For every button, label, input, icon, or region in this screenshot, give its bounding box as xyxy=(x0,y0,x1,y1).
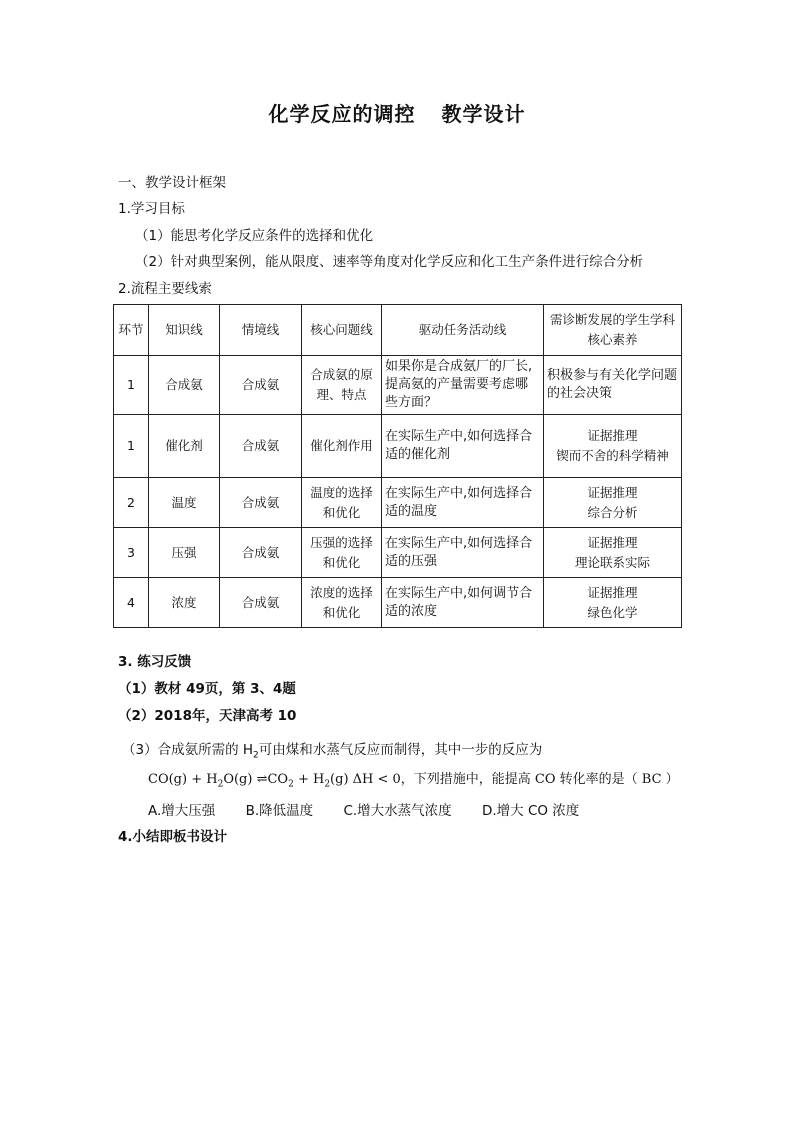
cell-question: 浓度的选择和优化 xyxy=(302,578,382,628)
section-heading-framework: 一、教学设计框架 xyxy=(118,175,226,191)
page-title xyxy=(0,98,794,127)
literacy-line: 理论联系实际 xyxy=(574,554,650,570)
goal-item-2: （2）针对典型案例，能从限度、速率等角度对化学反应和化工生产条件进行综合分析 xyxy=(135,254,644,270)
practice-heading: 3. 练习反馈 xyxy=(118,654,192,670)
cell-task: 在实际生产中,如何调节合适的浓度 xyxy=(382,578,544,628)
cell-knowledge: 压强 xyxy=(149,528,220,578)
answer-choices xyxy=(148,799,605,819)
cell-step: 1 xyxy=(114,356,149,415)
summary-heading: 4.小结即板书设计 xyxy=(118,829,228,845)
cell-literacy xyxy=(544,478,682,528)
table-row xyxy=(114,578,682,628)
item3-text-b: 可由煤和水蒸气反应而制得，其中一步的反应为 xyxy=(258,742,543,758)
reaction-equation xyxy=(148,768,679,790)
cell-task: 在实际生产中,如何选择合适的压强 xyxy=(382,528,544,578)
flow-heading: 2.流程主要线索 xyxy=(118,281,212,297)
formula-sub: 2 xyxy=(324,779,331,790)
table-row xyxy=(114,528,682,578)
table-row xyxy=(114,415,682,478)
cell-literacy xyxy=(544,578,682,628)
header-task: 驱动任务活动线 xyxy=(382,305,544,356)
choice-c: C.增大水蒸气浓度 xyxy=(343,803,452,819)
cell-question: 合成氨的原理、特点 xyxy=(302,356,382,415)
formula-part: (g) ΔH < 0，下列措施中，能提高 CO 转化率的是（ BC ） xyxy=(330,772,679,787)
practice-item-2: （2）2018年，天津高考 10 xyxy=(118,708,297,724)
goals-heading: 1.学习目标 xyxy=(118,201,185,217)
cell-context: 合成氨 xyxy=(220,478,302,528)
literacy-line: 锲而不舍的科学精神 xyxy=(556,448,669,463)
literacy-line: 证据推理 xyxy=(587,428,638,443)
cell-task: 在实际生产中,如何选择合适的温度 xyxy=(382,478,544,528)
item3-sub: 2 xyxy=(253,750,259,761)
title-sub: 教学设计 xyxy=(441,102,526,126)
cell-question: 压强的选择和优化 xyxy=(302,528,382,578)
table-row xyxy=(114,356,682,415)
choice-d: D.增大 CO 浓度 xyxy=(481,803,580,819)
cell-step: 2 xyxy=(114,478,149,528)
cell-context: 合成氨 xyxy=(220,415,302,478)
goal-item-1: （1）能思考化学反应条件的选择和优化 xyxy=(135,228,374,244)
choice-b: B.降低温度 xyxy=(245,803,314,819)
cell-step: 3 xyxy=(114,528,149,578)
formula-sub: 2 xyxy=(288,779,294,790)
cell-knowledge: 浓度 xyxy=(149,578,220,628)
cell-step: 4 xyxy=(114,578,149,628)
cell-literacy xyxy=(544,415,682,478)
formula-sub: 2 xyxy=(217,779,224,790)
literacy-line: 证据推理 xyxy=(587,484,638,500)
header-step: 环节 xyxy=(114,305,149,356)
table-row xyxy=(114,478,682,528)
literacy-line: 证据推理 xyxy=(587,534,638,550)
cell-knowledge: 催化剂 xyxy=(149,415,220,478)
practice-item-1: （1）教材 49页，第 3、4题 xyxy=(118,681,296,697)
cell-literacy xyxy=(544,356,682,415)
item3-text-a: （3）合成氨所需的 H xyxy=(122,742,254,758)
flow-table xyxy=(113,304,682,628)
cell-literacy xyxy=(544,528,682,578)
cell-question: 催化剂作用 xyxy=(302,415,382,478)
cell-question: 温度的选择和优化 xyxy=(302,478,382,528)
table-header-row xyxy=(114,305,682,356)
formula-part: CO(g) + H xyxy=(148,772,218,787)
formula-part: + H xyxy=(293,772,325,787)
cell-knowledge: 合成氨 xyxy=(149,356,220,415)
cell-context: 合成氨 xyxy=(220,578,302,628)
header-context: 情境线 xyxy=(220,305,302,356)
cell-context: 合成氨 xyxy=(220,528,302,578)
header-question: 核心问题线 xyxy=(302,305,382,356)
practice-item-3 xyxy=(122,738,542,761)
cell-knowledge: 温度 xyxy=(149,478,220,528)
formula-part: O(g) ⇌CO xyxy=(223,772,289,787)
cell-step: 1 xyxy=(114,415,149,478)
header-knowledge: 知识线 xyxy=(149,305,220,356)
literacy-line: 证据推理 xyxy=(587,584,638,600)
literacy-line: 积极参与有关化学问题的社会决策 xyxy=(547,368,678,401)
cell-task: 如果你是合成氨厂的厂长,提高氨的产量需要考虑哪些方面？ xyxy=(382,356,544,415)
literacy-line: 综合分析 xyxy=(587,504,638,520)
choice-a: A.增大压强 xyxy=(148,803,216,819)
cell-task: 在实际生产中,如何选择合适的催化剂 xyxy=(382,415,544,478)
cell-context: 合成氨 xyxy=(220,356,302,415)
title-main: 化学反应的调控 xyxy=(268,102,416,126)
literacy-line: 绿色化学 xyxy=(587,604,638,620)
header-literacy: 需诊断发展的学生学科核心素养 xyxy=(544,305,682,356)
